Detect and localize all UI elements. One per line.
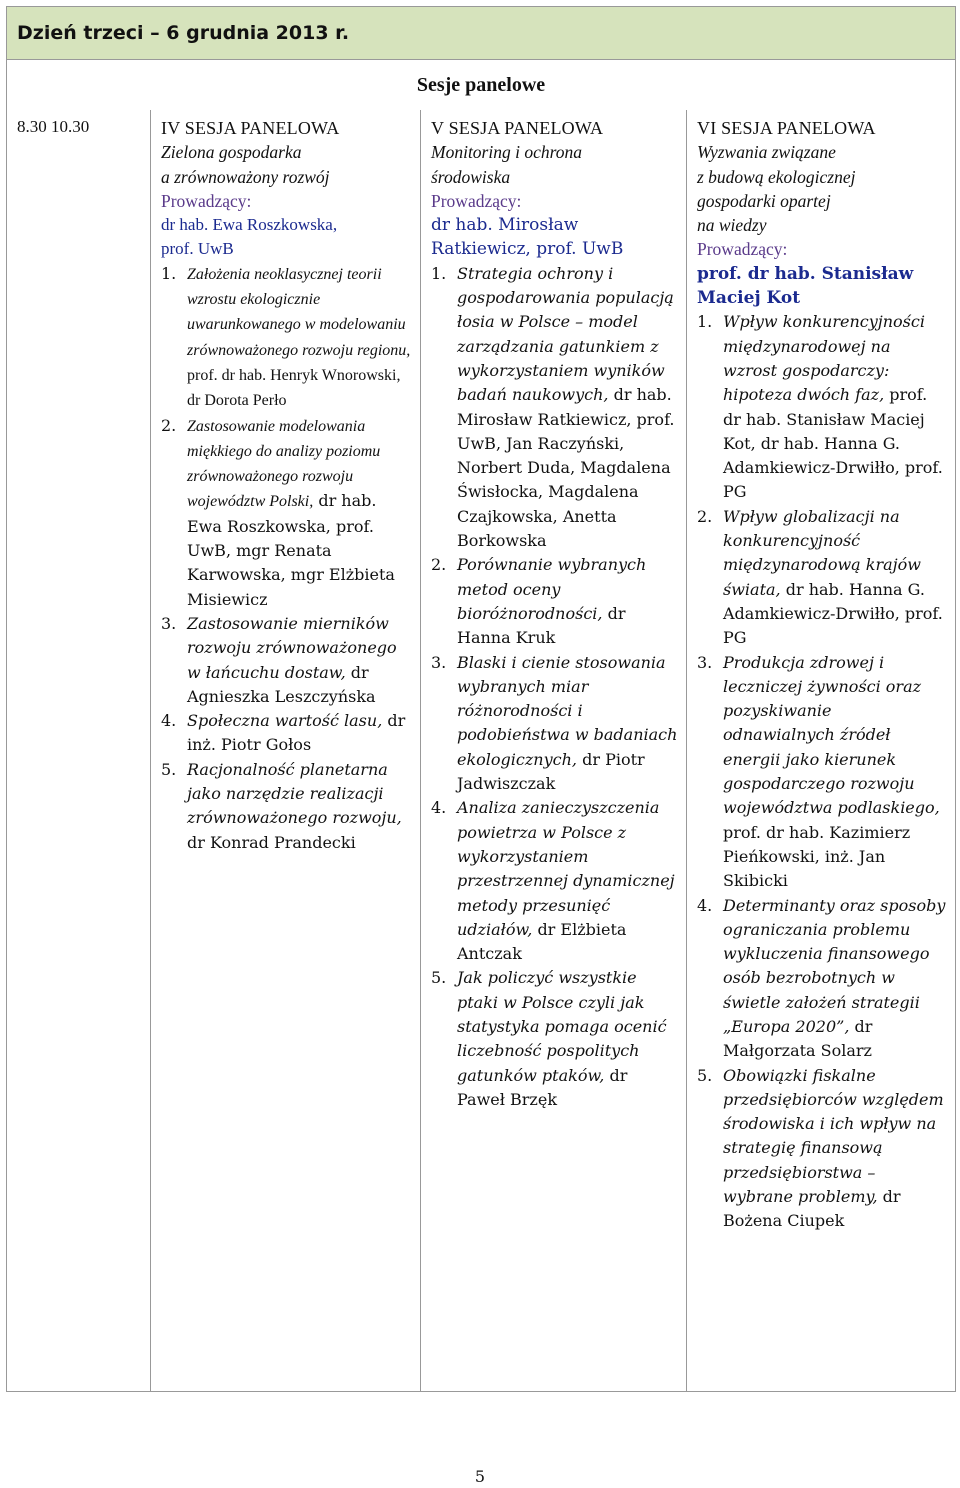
session-heading: IV SESJA PANELOWA [161, 118, 340, 138]
talk-authors: dr hab. Ewa Roszkowska, prof. UwB, mgr Renata Karwowska, mgr Elżbieta Misiewicz [187, 491, 395, 609]
talk-authors: dr Bożena Ciupek [723, 1187, 901, 1231]
talk-authors: dr Konrad Prandecki [187, 832, 356, 852]
talk-authors: dr Paweł Brzęk [457, 1065, 628, 1109]
talk-title: Racjonalność planetarna jako narzędzie realizacji zrównoważonego rozwoju, [187, 759, 402, 828]
talk-number: 3. [431, 652, 447, 672]
talk-number: 3. [697, 652, 713, 672]
talk-number: 1. [161, 263, 177, 283]
talk-item [697, 1064, 947, 1234]
talk-number: 4. [431, 798, 447, 818]
talk-number: 1. [697, 312, 713, 332]
lead-name [431, 213, 678, 262]
day-header-cell [7, 7, 956, 60]
talk-item [431, 651, 678, 797]
talk-number: 1. [431, 263, 447, 283]
session-title-line: Zielona gospodarka [161, 142, 302, 163]
talk-number: 2. [161, 415, 177, 435]
talk-number: 4. [161, 711, 177, 731]
talk-authors: prof. dr hab. Stanisław Maciej Kot, dr hab. Hanna G. Adamkiewicz-Drwiłło, prof. PG [723, 385, 943, 502]
talk-item [697, 310, 947, 504]
talk-item [161, 612, 412, 709]
talk-authors: dr Agnieszka Leszczyńska [187, 662, 376, 706]
session-title [431, 140, 678, 189]
schedule-table [6, 6, 956, 1392]
talk-authors: dr hab. Mirosław Ratkiewicz, prof. UwB, Jan Raczyński, Norbert Duda, Magdalena Świsłocka, Magdalena Czajkowska, Anetta Borkowska [457, 385, 675, 551]
session-heading: VI SESJA PANELOWA [697, 118, 876, 138]
talk-item [431, 262, 678, 554]
talk-number: 3. [161, 613, 177, 633]
talk-title: Blaski i cienie stosowania wybranych miar różnorodności i podobieństwa w badaniach ekologicznych, [457, 652, 678, 769]
session-title-line: Monitoring i ochrona [431, 142, 583, 163]
session-title-line: gospodarki opartej [697, 190, 831, 211]
talk-number: 2. [431, 555, 447, 575]
lead-name-line: Maciej Kot [697, 288, 801, 309]
session-title-line: na wiedzy [697, 215, 767, 236]
talk-number: 4. [697, 895, 713, 915]
talk-number: 2. [697, 506, 713, 526]
talk-title: Jak policzyć wszystkie ptaki w Polsce czyli jak statystyka pomaga ocenić liczebność pospolitych gatunków ptaków, [457, 968, 667, 1085]
talk-title: Strategia ochrony i gospodarowania populacją łosia w Polsce – model zarządzania gatunkiem z wykorzystaniem wyników badań naukowych, [457, 263, 674, 405]
talk-item [431, 796, 678, 966]
talk-title: Zastosowanie modelowania miękkiego do analizy poziomu zrównoważonego rozwoju województw Polski, [187, 417, 381, 511]
talk-item [161, 262, 412, 414]
lead-name [697, 262, 947, 311]
lead-name-line: dr hab. Mirosław [431, 215, 579, 236]
talk-item [697, 651, 947, 894]
talk-item [697, 505, 947, 651]
talk-item [161, 758, 412, 855]
lead-label: Prowadzący: [697, 239, 788, 260]
session-heading: V SESJA PANELOWA [431, 118, 604, 138]
section-header-cell [7, 60, 956, 111]
talk-authors: dr Małgorzata Solarz [723, 1016, 873, 1061]
talk-authors: prof. dr hab. Kazimierz Pieńkowski, inż. Jan Skibicki [723, 822, 911, 891]
talk-title: Analiza zanieczyszczenia powietrza w Polsce z wykorzystaniem przestrzennej dynamicznej metody przesunięć udziałów, [457, 798, 675, 939]
session-title-line: Wyzwania związane [697, 142, 836, 163]
time-slot: 8.30 10.30 [17, 117, 90, 136]
talk-authors: dr Elżbieta Antczak [457, 919, 627, 964]
section-title: Sesje panelowe [416, 74, 546, 96]
talk-authors: dr hab. Hanna G. Adamkiewicz-Drwiłło, prof. PG [723, 579, 943, 648]
session-title-line: z budową ekologicznej [697, 166, 856, 187]
session-title-line: środowiska [431, 166, 511, 187]
talk-title: Wpływ globalizacji na konkurencyjność międzynarodową krajów świata, [723, 506, 921, 599]
talk-title: Obowiązki fiskalne przedsiębiorców względem środowiska i ich wpływ na strategię finansową przedsiębiorstwa – wybrane problemy, [723, 1065, 944, 1207]
talk-item [697, 894, 947, 1064]
lead-name-line: prof. UwB [161, 239, 234, 259]
session-column [151, 110, 421, 1392]
talk-item [161, 709, 412, 758]
talk-title: Determinanty oraz sposoby ograniczania problemu wykluczenia finansowego osób bezrobotnych w świetle założeń strategii „Europa 2020”, [723, 895, 946, 1036]
talk-title: Założenia neoklasycznej teorii wzrostu ekologicznie uwarunkowanego w modelowaniu zrównoważonego rozwoju regionu, [187, 265, 411, 359]
talk-authors: dr Piotr Jadwiszczak [457, 749, 645, 794]
talk-number: 5. [431, 968, 447, 988]
talk-list [697, 310, 947, 1233]
talk-item [431, 553, 678, 650]
session-column [421, 110, 687, 1392]
session-title [161, 140, 412, 189]
session-title-line: a zrównoważony rozwój [161, 166, 330, 187]
session-column [687, 110, 956, 1392]
talk-authors: dr inż. Piotr Gołos [187, 711, 406, 755]
talk-number: 5. [161, 759, 177, 779]
lead-label: Prowadzący: [431, 190, 522, 211]
talk-title: Wpływ konkurencyjności międzynarodowej na wzrost gospodarczy: hipoteza dwóch faz, [723, 312, 925, 405]
talk-item [161, 414, 412, 612]
talk-list [431, 262, 678, 1112]
talk-list [161, 262, 412, 855]
talk-authors: prof. dr hab. Henryk Wnorowski, dr Dorota Perło [187, 366, 401, 410]
lead-name-line: prof. dr hab. Stanisław [697, 263, 914, 284]
schedule-table-wrapper [6, 6, 955, 1374]
talk-number: 5. [697, 1065, 713, 1085]
time-cell [7, 110, 151, 1392]
page-number: 5 [474, 1467, 486, 1486]
lead-label: Prowadzący: [161, 190, 252, 211]
lead-name-line: Ratkiewicz, prof. UwB [431, 239, 624, 260]
talk-item [431, 966, 678, 1112]
lead-name-line: dr hab. Ewa Roszkowska, [161, 215, 338, 235]
session-title [697, 140, 947, 237]
talk-title: Produkcja zdrowej i leczniczej żywności oraz pozyskiwanie odnawialnych źródeł energii jako kierunek gospodarczego rozwoju województwa podlaskiego, [723, 652, 940, 818]
talk-authors: dr Hanna Kruk [457, 603, 626, 648]
talk-title: Społeczna wartość lasu, [187, 711, 383, 731]
lead-name [161, 213, 412, 262]
talk-title: Zastosowanie mierników rozwoju zrównoważonego w łańcuchu dostaw, [187, 613, 397, 682]
day-title: Dzień trzeci – 6 grudnia 2013 r. [17, 22, 350, 44]
talk-title: Porównanie wybranych metod oceny bioróżnorodności, [457, 555, 647, 623]
